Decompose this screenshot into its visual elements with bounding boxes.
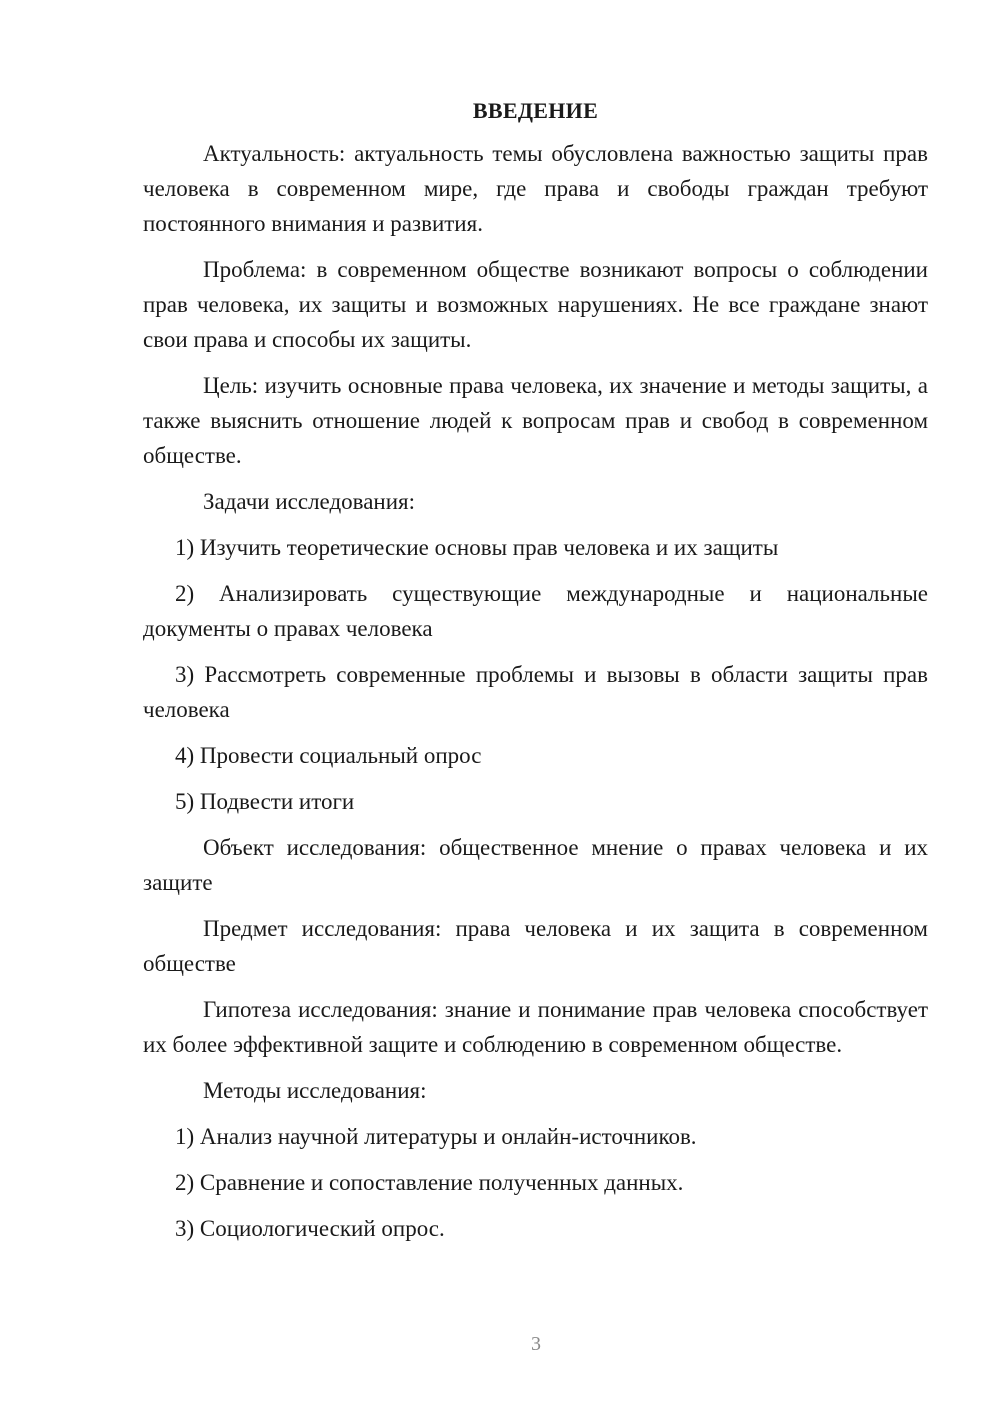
list-item-method-3: 3) Социологический опрос.	[175, 1216, 445, 1241]
list-item-task-4: 4) Провести социальный опрос	[175, 743, 482, 768]
list-item-task-2: 2) Анализировать существующие международные и национальные документы о правах человека	[143, 581, 928, 641]
paragraph-relevance: Актуальность: актуальность темы обусловлена важностью защиты прав человека в современном мире, где права и свободы граждан требуют постоянного внимания и развития.	[143, 141, 928, 236]
page-content	[143, 96, 928, 1257]
section-heading: ВВЕДЕНИЕ	[472, 98, 599, 123]
paragraph-hypothesis: Гипотеза исследования: знание и понимание прав человека способствует их более эффективной защите и соблюдению в современном обществе.	[143, 997, 928, 1057]
list-item-task-5: 5) Подвести итоги	[175, 789, 355, 814]
list-item-task-3: 3) Рассмотреть современные проблемы и вызовы в области защиты прав человека	[143, 662, 928, 722]
paragraph-object: Объект исследования: общественное мнение о правах человека и их защите	[143, 835, 928, 895]
page-number: 3	[531, 1333, 541, 1355]
list-item-task-1: 1) Изучить теоретические основы прав человека и их защиты	[175, 535, 779, 560]
paragraph-goal: Цель: изучить основные права человека, их значение и методы защиты, а также выяснить отношение людей к вопросам прав и свобод в современном обществе.	[143, 373, 928, 468]
paragraph-tasks-heading: Задачи исследования:	[203, 489, 416, 514]
paragraph-problem: Проблема: в современном обществе возникают вопросы о соблюдении прав человека, их защиты и возможных нарушениях. Не все граждане знают свои права и способы их защиты.	[143, 257, 928, 352]
paragraph-subject: Предмет исследования: права человека и их защита в современном обществе	[143, 916, 928, 976]
paragraph-methods-heading: Методы исследования:	[203, 1078, 427, 1103]
list-item-method-2: 2) Сравнение и сопоставление полученных данных.	[175, 1170, 684, 1195]
list-item-method-1: 1) Анализ научной литературы и онлайн-источников.	[175, 1124, 697, 1149]
